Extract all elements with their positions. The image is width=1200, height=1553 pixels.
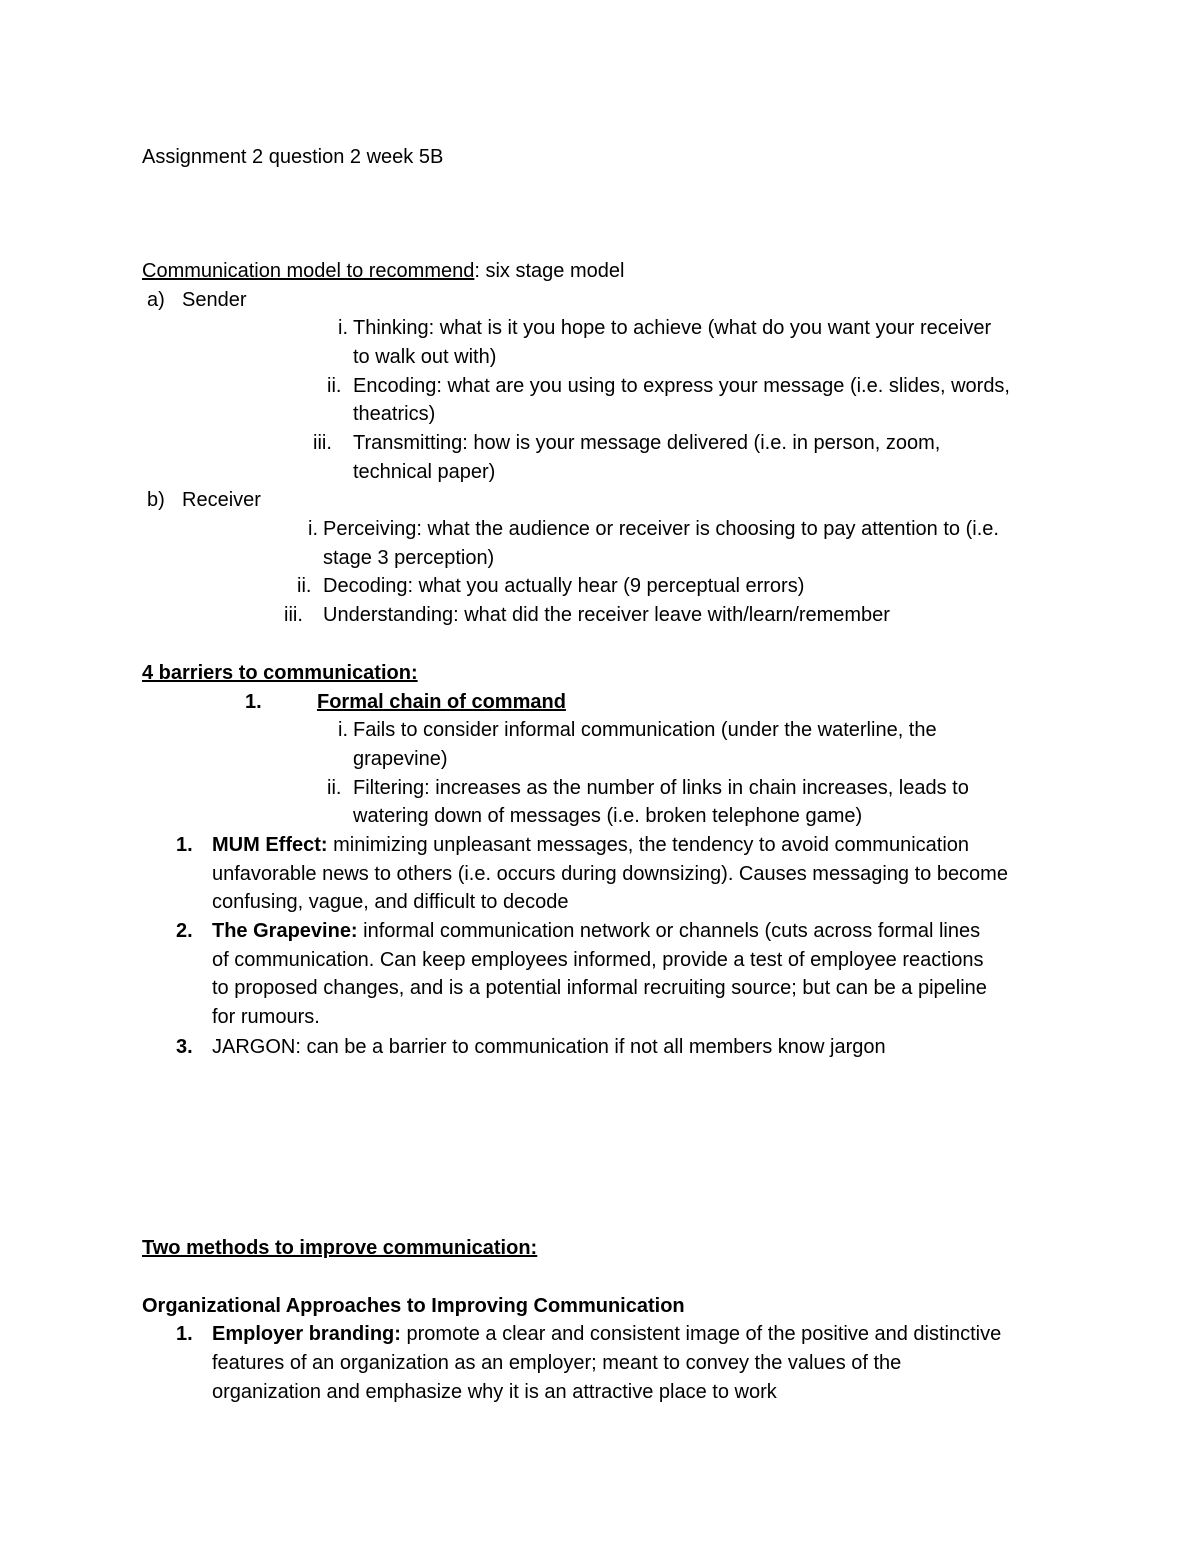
barrier-grapevine-cont: for rumours. bbox=[212, 1006, 320, 1028]
sender-item-marker: iii. bbox=[313, 432, 332, 454]
receiver-item-marker: ii. bbox=[297, 575, 312, 597]
barrier-grapevine-cont: of communication. Can keep employees informed, provide a test of employee reactions bbox=[212, 949, 984, 971]
receiver-item-perceiving: Perceiving: what the audience or receiver is choosing to pay attention to (i.e. bbox=[323, 518, 999, 540]
receiver-item-marker: iii. bbox=[284, 604, 303, 626]
barrier-term: The Grapevine: bbox=[212, 920, 358, 942]
barrier-grapevine bbox=[212, 917, 980, 946]
barriers-heading: 4 barriers to communication: bbox=[142, 662, 418, 684]
barrier-jargon: JARGON: can be a barrier to communication if not all members know jargon bbox=[212, 1036, 886, 1058]
barrier-mum-effect-cont: unfavorable news to others (i.e. occurs during downsizing). Causes messaging to become bbox=[212, 863, 1008, 885]
receiver-item-decoding: Decoding: what you actually hear (9 perceptual errors) bbox=[323, 575, 805, 597]
barrier-marker: 2. bbox=[176, 920, 193, 942]
chain-item-filtering: Filtering: increases as the number of links in chain increases, leads to bbox=[353, 777, 969, 799]
sender-item-thinking-cont: to walk out with) bbox=[353, 346, 497, 368]
methods-subheading: Organizational Approaches to Improving Communication bbox=[142, 1295, 685, 1317]
sender-item-transmitting-cont: technical paper) bbox=[353, 461, 496, 483]
method-employer-branding-cont: organization and emphasize why it is an attractive place to work bbox=[212, 1381, 777, 1403]
receiver-item-marker: i. bbox=[308, 518, 318, 540]
sender-item-encoding-cont: theatrics) bbox=[353, 403, 436, 425]
sender-item-marker: ii. bbox=[327, 375, 342, 397]
sender-item-marker: i. bbox=[338, 317, 348, 339]
sender-marker: a) bbox=[147, 289, 165, 311]
barrier-mum-effect-cont: confusing, vague, and difficult to decode bbox=[212, 891, 569, 913]
method-term: Employer branding: bbox=[212, 1323, 401, 1345]
method-employer-branding-cont: features of an organization as an employer; meant to convey the values of the bbox=[212, 1352, 902, 1374]
receiver-label: Receiver bbox=[182, 489, 261, 511]
method-text: promote a clear and consistent image of the positive and distinctive bbox=[400, 1323, 1002, 1345]
sender-label: Sender bbox=[182, 289, 247, 311]
barrier-marker: 3. bbox=[176, 1036, 193, 1058]
chain-item-marker: i. bbox=[338, 719, 348, 741]
model-heading: Communication model to recommend bbox=[142, 260, 475, 282]
barrier-marker: 1. bbox=[176, 834, 193, 856]
receiver-item-perceiving-cont: stage 3 perception) bbox=[323, 547, 495, 569]
model-heading-line bbox=[142, 257, 624, 286]
sender-item-encoding: Encoding: what are you using to express your message (i.e. slides, words, bbox=[353, 375, 1010, 397]
barrier-term: MUM Effect: bbox=[212, 834, 328, 856]
method-employer-branding bbox=[212, 1320, 1001, 1349]
sender-item-thinking: Thinking: what is it you hope to achieve (what do you want your receiver bbox=[353, 317, 992, 339]
chain-label: Formal chain of command bbox=[317, 691, 566, 713]
method-marker: 1. bbox=[176, 1323, 193, 1345]
barrier-text: minimizing unpleasant messages, the tendency to avoid communication bbox=[327, 834, 970, 856]
barrier-text: informal communication network or channels (cuts across formal lines bbox=[357, 920, 981, 942]
model-heading-value: : six stage model bbox=[474, 260, 625, 282]
document-title: Assignment 2 question 2 week 5B bbox=[142, 146, 444, 168]
barrier-mum-effect bbox=[212, 831, 969, 860]
sender-item-transmitting: Transmitting: how is your message delivered (i.e. in person, zoom, bbox=[353, 432, 941, 454]
barrier-grapevine-cont: to proposed changes, and is a potential informal recruiting source; but can be a pipeline bbox=[212, 977, 987, 999]
receiver-marker: b) bbox=[147, 489, 165, 511]
chain-item-filtering-cont: watering down of messages (i.e. broken telephone game) bbox=[353, 805, 863, 827]
chain-marker: 1. bbox=[245, 691, 262, 713]
chain-item-informal: Fails to consider informal communication (under the waterline, the bbox=[353, 719, 937, 741]
methods-heading: Two methods to improve communication: bbox=[142, 1237, 538, 1259]
chain-item-informal-cont: grapevine) bbox=[353, 748, 448, 770]
receiver-item-understanding: Understanding: what did the receiver leave with/learn/remember bbox=[323, 604, 890, 626]
chain-item-marker: ii. bbox=[327, 777, 342, 799]
